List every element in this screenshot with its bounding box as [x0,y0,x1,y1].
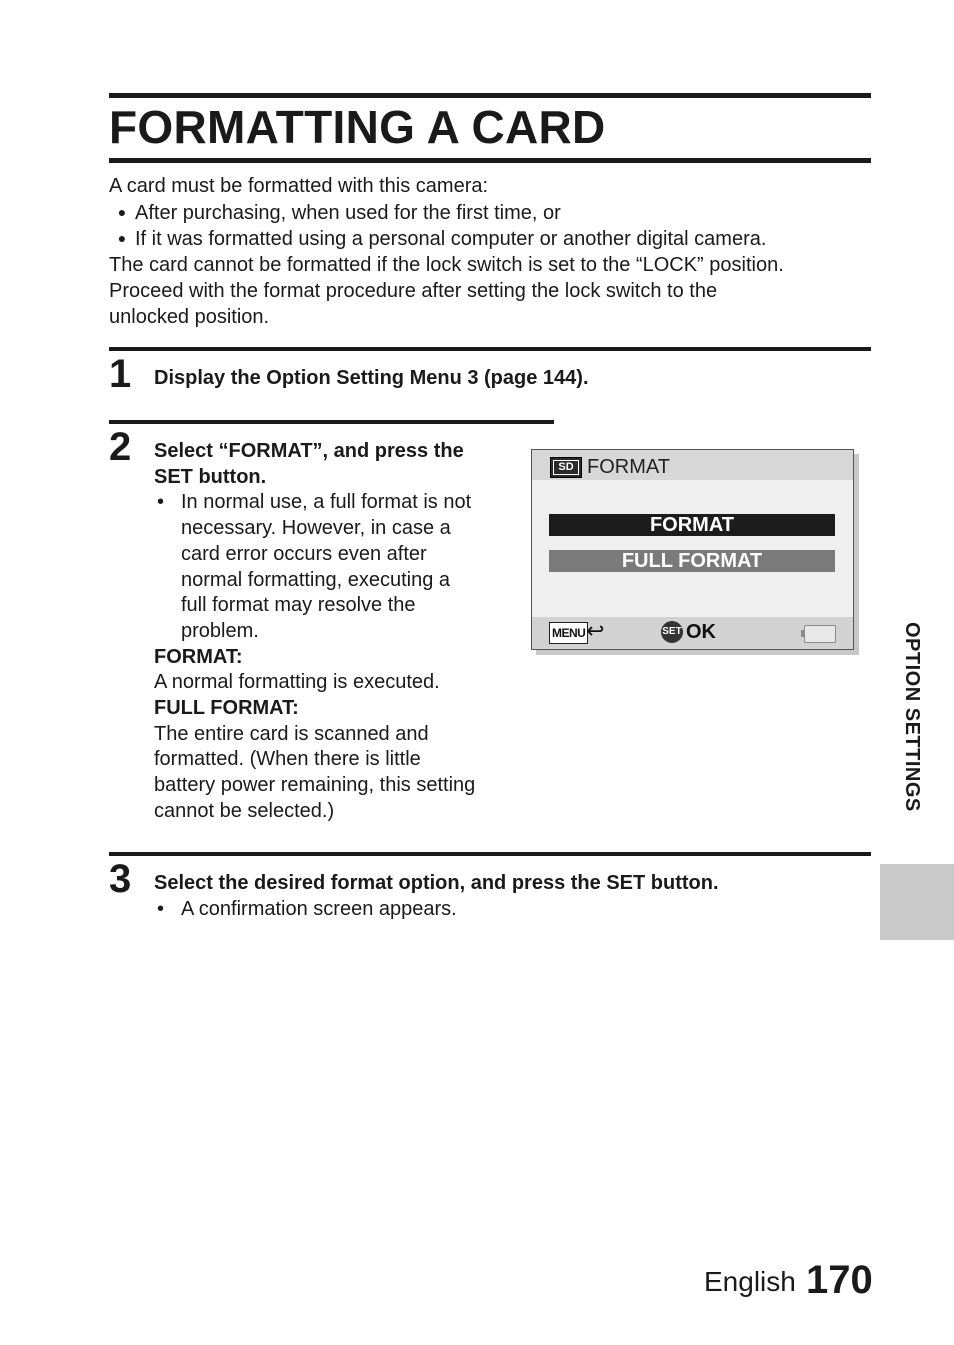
full-format-option[interactable]: FULL FORMAT [549,550,835,572]
step-1-heading: Display the Option Setting Menu 3 (page 144). [154,367,589,389]
step-2-content [154,439,524,825]
sd-card-icon: SD [550,457,582,478]
return-icon: ↩ [586,618,605,643]
full-format-definition-line: The entire card is scanned and [154,722,429,745]
step-2-heading-line-2: SET button. [154,465,267,488]
screen-title: FORMAT [587,456,670,478]
page-number: 170 [806,1258,873,1302]
step-3-content [154,871,854,922]
format-option[interactable]: FORMAT [549,514,835,536]
battery-icon [804,625,836,643]
intro-line-3: Proceed with the format procedure after setting the lock switch to the [109,279,718,302]
bullet-icon: ● [117,203,127,220]
footer-language: English [704,1266,796,1297]
section-side-tab [880,864,954,940]
title-top-rule [109,93,871,98]
step-2-number: 2 [109,425,132,469]
step-3-heading: Select the desired format option, and press the SET button. [154,872,719,894]
dot-icon: • [157,491,165,514]
step-3-number: 3 [109,857,132,901]
format-term: FORMAT: [154,645,243,668]
step-2-note: • In normal use, a full format is not necessary. However, in case a card error occurs even after normal formatting, executing a full format may resolve the problem. [157,491,472,642]
section-side-label: OPTION SETTINGS [901,622,923,812]
format-definition: A normal formatting is executed. [154,671,440,694]
full-format-definition-line: battery power remaining, this setting [154,774,476,797]
intro-bullet-2: ● If it was formatted using a personal computer or another digital camera. [109,226,784,253]
intro-line-2: The card cannot be formatted if the lock switch is set to the “LOCK” position. [109,254,784,277]
page-title: FORMATTING A CARD [109,101,606,153]
set-button-icon: SET [661,621,683,643]
intro-line-4: unlocked position. [109,305,270,328]
full-format-definition-line: formatted. (When there is little [154,748,421,771]
screen-footer [532,617,853,649]
ok-label: OK [686,621,716,643]
intro-line-1: A card must be formatted with this camera: [109,175,489,197]
step-3-note: • A confirmation screen appears. [154,897,854,923]
step-1-rule [109,347,871,351]
full-format-definition-line: cannot be selected.) [154,799,335,822]
intro-bullet-1: ● After purchasing, when used for the first time, or [109,200,784,227]
step-3-rule [109,852,871,856]
step-2-rule [109,420,554,424]
step-1-number: 1 [109,352,132,396]
title-bottom-rule [109,158,871,163]
full-format-term: FULL FORMAT: [154,697,299,720]
step-2-heading-line-1: Select “FORMAT”, and press the [154,440,464,462]
bullet-icon: ● [117,230,127,247]
screen-header [532,450,853,480]
dot-icon: • [157,897,165,920]
intro-text [109,174,784,330]
camera-screen [531,449,854,650]
menu-icon: MENU [549,622,588,644]
